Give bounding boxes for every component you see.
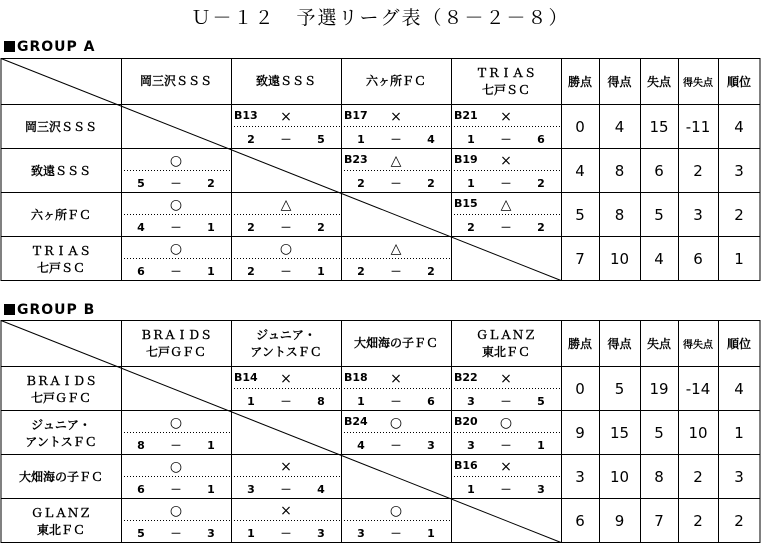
result-symbol: ○ bbox=[169, 241, 183, 257]
result-symbol: ○ bbox=[169, 415, 183, 431]
row-header-team: ＢＲＡＩＤＳ bbox=[24, 374, 98, 388]
result-symbol: ○ bbox=[169, 197, 183, 213]
match-code: B17 bbox=[344, 109, 368, 122]
stat-value: 2 bbox=[734, 206, 744, 224]
stat-value: 15 bbox=[649, 118, 669, 136]
column-header-team: 六ヶ所ＦＣ bbox=[365, 74, 427, 88]
stat-value: 4 bbox=[654, 250, 664, 268]
match-code: B21 bbox=[454, 109, 478, 122]
stat-header: 順位 bbox=[726, 75, 752, 89]
stat-value: 2 bbox=[693, 512, 703, 530]
stat-value: 4 bbox=[614, 118, 625, 136]
result-symbol: △ bbox=[280, 197, 292, 213]
score-away: 1 bbox=[317, 265, 325, 278]
score-away: 1 bbox=[207, 265, 215, 278]
stat-value: 2 bbox=[693, 468, 703, 486]
match-code: B14 bbox=[234, 371, 258, 384]
score-away: 8 bbox=[317, 395, 325, 408]
row-header-team: 致遠ＳＳＳ bbox=[30, 164, 92, 178]
score-dash: － bbox=[500, 177, 512, 190]
score-home: 6 bbox=[137, 265, 145, 278]
column-header-team: 七戸ＧＦＣ bbox=[145, 345, 207, 359]
score-dash: － bbox=[390, 133, 402, 146]
score-dash: － bbox=[390, 527, 402, 540]
group-a-table bbox=[0, 58, 761, 288]
column-header-team: ＧＬＡＮＺ bbox=[475, 328, 537, 342]
score-dash: － bbox=[390, 177, 402, 190]
column-header-team: 致遠ＳＳＳ bbox=[255, 74, 317, 88]
stat-value: 3 bbox=[693, 206, 703, 224]
score-away: 3 bbox=[207, 527, 215, 540]
score-away: 3 bbox=[537, 483, 545, 496]
score-dash: － bbox=[280, 133, 292, 146]
group-b-table bbox=[0, 320, 761, 550]
stat-value: 10 bbox=[609, 250, 630, 268]
stat-value: 3 bbox=[734, 468, 744, 486]
row-header-team: 六ヶ所ＦＣ bbox=[30, 208, 92, 222]
column-header-team: 七戸ＳＣ bbox=[481, 83, 531, 97]
score-away: 2 bbox=[537, 177, 545, 190]
group-b-label bbox=[4, 302, 95, 318]
group-a-label bbox=[4, 39, 96, 55]
score-dash: － bbox=[390, 395, 402, 408]
stat-value: 15 bbox=[609, 424, 630, 442]
score-dash: － bbox=[390, 439, 402, 452]
result-symbol: △ bbox=[390, 241, 402, 257]
score-away: 1 bbox=[427, 527, 435, 540]
match-code: B16 bbox=[454, 459, 478, 472]
stat-value: 0 bbox=[575, 118, 585, 136]
score-home: 4 bbox=[357, 439, 365, 452]
result-symbol: × bbox=[500, 459, 512, 475]
stat-value: 7 bbox=[575, 250, 585, 268]
score-dash: － bbox=[280, 527, 292, 540]
stat-value: 6 bbox=[575, 512, 585, 530]
stat-header: 勝点 bbox=[567, 337, 593, 351]
score-home: 1 bbox=[467, 133, 475, 146]
score-away: 5 bbox=[537, 395, 545, 408]
score-home: 1 bbox=[247, 527, 255, 540]
score-dash: － bbox=[280, 265, 292, 278]
stat-value: 5 bbox=[575, 206, 585, 224]
result-symbol: ○ bbox=[169, 459, 183, 475]
stat-value: 4 bbox=[734, 118, 744, 136]
stat-header: 勝点 bbox=[567, 75, 593, 89]
score-away: 4 bbox=[317, 483, 325, 496]
score-home: 1 bbox=[467, 483, 475, 496]
score-home: 3 bbox=[357, 527, 365, 540]
stat-header: 得点 bbox=[607, 75, 632, 89]
result-symbol: ○ bbox=[279, 241, 293, 257]
result-symbol: ○ bbox=[169, 153, 183, 169]
score-home: 3 bbox=[467, 439, 475, 452]
result-symbol: △ bbox=[390, 153, 402, 169]
score-dash: － bbox=[500, 483, 512, 496]
score-away: 2 bbox=[537, 221, 545, 234]
row-header-team: ＧＬＡＮＺ bbox=[30, 506, 92, 520]
score-home: 8 bbox=[137, 439, 145, 452]
match-code: B15 bbox=[454, 197, 478, 210]
result-symbol: × bbox=[390, 371, 402, 387]
table-frame bbox=[1, 59, 760, 281]
score-home: 5 bbox=[137, 177, 145, 190]
stat-value: -14 bbox=[685, 380, 711, 398]
stat-value: 19 bbox=[649, 380, 669, 398]
result-symbol: × bbox=[500, 153, 512, 169]
stat-value: 5 bbox=[654, 424, 664, 442]
score-away: 1 bbox=[207, 221, 215, 234]
row-header-team: 七戸ＧＦＣ bbox=[30, 391, 92, 405]
score-home: 1 bbox=[467, 177, 475, 190]
stat-header: 得失点 bbox=[683, 78, 713, 89]
group-b-label-text: GROUP B bbox=[17, 302, 96, 318]
match-code: B22 bbox=[454, 371, 478, 384]
score-home: 2 bbox=[467, 221, 475, 234]
stat-value: 5 bbox=[654, 206, 664, 224]
match-code: B23 bbox=[344, 153, 368, 166]
stat-value: 0 bbox=[575, 380, 585, 398]
column-header-team: 大畑海の子ＦＣ bbox=[353, 336, 439, 350]
score-away: 2 bbox=[207, 177, 215, 190]
score-away: 3 bbox=[427, 439, 435, 452]
match-code: B24 bbox=[344, 415, 368, 428]
score-away: 1 bbox=[537, 439, 545, 452]
stat-value: 9 bbox=[614, 512, 625, 530]
match-code: B18 bbox=[344, 371, 368, 384]
group-a-label-text: GROUP A bbox=[17, 39, 96, 55]
row-header-team: 大畑海の子ＦＣ bbox=[18, 470, 104, 484]
row-header-team: 東北ＦＣ bbox=[36, 523, 86, 537]
score-home: 6 bbox=[137, 483, 145, 496]
stat-value: 1 bbox=[734, 424, 744, 442]
score-dash: － bbox=[280, 483, 292, 496]
column-header-team: アントスＦＣ bbox=[250, 345, 322, 359]
column-header-team: ＢＲＡＩＤＳ bbox=[139, 328, 213, 342]
score-dash: － bbox=[500, 439, 512, 452]
result-symbol: ○ bbox=[389, 503, 403, 519]
result-symbol: × bbox=[280, 459, 292, 475]
score-dash: － bbox=[390, 265, 402, 278]
score-away: 1 bbox=[207, 483, 215, 496]
score-home: 2 bbox=[247, 133, 255, 146]
match-code: B19 bbox=[454, 153, 478, 166]
row-header-team: ジュニア・ bbox=[31, 418, 91, 432]
score-dash: － bbox=[170, 483, 182, 496]
result-symbol: × bbox=[390, 109, 402, 125]
stat-value: 6 bbox=[654, 162, 664, 180]
table-frame bbox=[1, 321, 760, 543]
score-home: 3 bbox=[247, 483, 255, 496]
square-bullet-icon bbox=[4, 304, 15, 315]
stat-value: 9 bbox=[575, 424, 585, 442]
score-dash: － bbox=[280, 221, 292, 234]
score-away: 3 bbox=[317, 527, 325, 540]
score-home: 5 bbox=[137, 527, 145, 540]
stat-value: 2 bbox=[734, 512, 744, 530]
score-dash: － bbox=[170, 177, 182, 190]
score-dash: － bbox=[170, 265, 182, 278]
result-symbol: × bbox=[500, 371, 512, 387]
score-away: 2 bbox=[317, 221, 325, 234]
score-away: 6 bbox=[427, 395, 435, 408]
score-dash: － bbox=[170, 527, 182, 540]
stat-value: 8 bbox=[654, 468, 664, 486]
score-home: 1 bbox=[247, 395, 255, 408]
match-code: B13 bbox=[234, 109, 258, 122]
stat-value: 6 bbox=[693, 250, 703, 268]
stat-value: 8 bbox=[614, 206, 625, 224]
score-home: 2 bbox=[247, 221, 255, 234]
row-header-team: 岡三沢ＳＳＳ bbox=[24, 120, 98, 134]
score-home: 2 bbox=[357, 265, 365, 278]
stat-value: 8 bbox=[614, 162, 625, 180]
score-away: 2 bbox=[427, 177, 435, 190]
stat-value: 3 bbox=[575, 468, 585, 486]
row-header-team: 七戸ＳＣ bbox=[36, 261, 86, 275]
stat-value: 1 bbox=[734, 250, 744, 268]
stat-header: 失点 bbox=[646, 75, 672, 89]
score-home: 2 bbox=[357, 177, 365, 190]
column-header-team: 東北ＦＣ bbox=[481, 345, 531, 359]
stat-value: 10 bbox=[688, 424, 708, 442]
score-dash: － bbox=[500, 221, 512, 234]
score-away: 4 bbox=[427, 133, 435, 146]
stat-value: 7 bbox=[654, 512, 664, 530]
score-away: 5 bbox=[317, 133, 325, 146]
stat-value: 4 bbox=[575, 162, 585, 180]
stat-value: 4 bbox=[734, 380, 744, 398]
square-bullet-icon bbox=[4, 41, 15, 52]
column-header-team: ＴＲＩＡＳ bbox=[475, 66, 537, 80]
score-home: 2 bbox=[247, 265, 255, 278]
score-dash: － bbox=[170, 439, 182, 452]
score-dash: － bbox=[500, 395, 512, 408]
row-header-team: ＴＲＩＡＳ bbox=[30, 244, 92, 258]
stat-value: 3 bbox=[734, 162, 744, 180]
page-title: Ｕ－１２ 予選リーグ表（８－２－８） bbox=[191, 7, 570, 29]
match-code: B20 bbox=[454, 415, 478, 428]
score-dash: － bbox=[500, 133, 512, 146]
result-symbol: × bbox=[280, 109, 292, 125]
score-away: 6 bbox=[537, 133, 545, 146]
result-symbol: △ bbox=[500, 197, 512, 213]
stat-header: 順位 bbox=[726, 337, 752, 351]
result-symbol: ○ bbox=[169, 503, 183, 519]
stat-value: -11 bbox=[685, 118, 711, 136]
score-away: 2 bbox=[427, 265, 435, 278]
stat-header: 失点 bbox=[646, 337, 672, 351]
result-symbol: ○ bbox=[389, 415, 403, 431]
column-header-team: 岡三沢ＳＳＳ bbox=[139, 74, 213, 88]
column-header-team: ジュニア・ bbox=[256, 328, 316, 342]
score-dash: － bbox=[280, 395, 292, 408]
stat-header: 得失点 bbox=[683, 340, 713, 351]
score-home: 4 bbox=[137, 221, 145, 234]
score-away: 1 bbox=[207, 439, 215, 452]
result-symbol: × bbox=[500, 109, 512, 125]
result-symbol: × bbox=[280, 371, 292, 387]
result-symbol: × bbox=[280, 503, 292, 519]
score-dash: － bbox=[170, 221, 182, 234]
score-home: 1 bbox=[357, 133, 365, 146]
row-header-team: アントスＦＣ bbox=[25, 435, 97, 449]
stat-value: 10 bbox=[609, 468, 630, 486]
score-home: 1 bbox=[357, 395, 365, 408]
stat-value: 5 bbox=[614, 380, 625, 398]
score-home: 3 bbox=[467, 395, 475, 408]
result-symbol: ○ bbox=[499, 415, 513, 431]
stat-header: 得点 bbox=[607, 337, 632, 351]
stat-value: 2 bbox=[693, 162, 703, 180]
